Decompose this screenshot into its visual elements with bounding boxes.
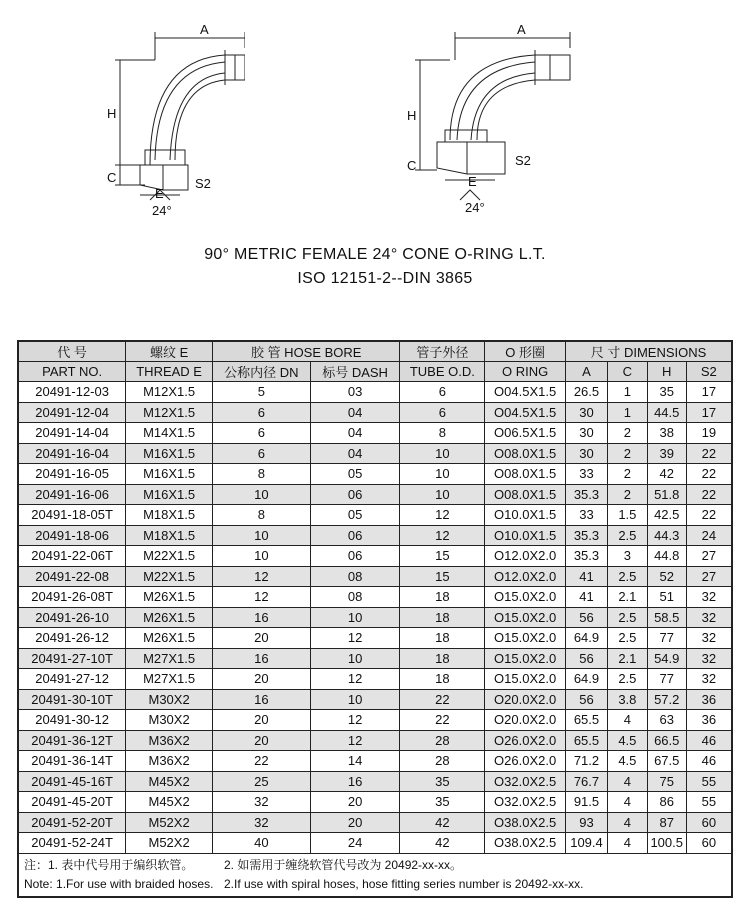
table-row: [18, 812, 732, 833]
table-cell: 20: [310, 812, 400, 833]
table-cell: 42: [400, 833, 485, 854]
table-cell: M26X1.5: [126, 587, 213, 608]
header-row-2: [18, 362, 732, 382]
table-row: [18, 566, 732, 587]
table-cell: M18X1.5: [126, 505, 213, 526]
table-cell: 30: [566, 443, 608, 464]
table-row: [18, 464, 732, 485]
table-cell: 35: [647, 382, 686, 403]
table-cell: 35: [400, 771, 485, 792]
svg-text:S2: S2: [515, 153, 531, 168]
table-cell: 64.9: [566, 628, 608, 649]
table-cell: 24: [310, 833, 400, 854]
svg-text:A: A: [200, 22, 209, 37]
svg-text:A: A: [517, 22, 526, 37]
header-cell: 胶 管 HOSE BORE: [212, 341, 399, 362]
table-cell: 19: [686, 423, 732, 444]
table-cell: 16: [310, 771, 400, 792]
table-cell: 2: [607, 464, 647, 485]
table-cell: 46: [686, 730, 732, 751]
table-cell: 22: [400, 710, 485, 731]
table-cell: 20491-27-10T: [18, 648, 126, 669]
table-cell: 93: [566, 812, 608, 833]
table-cell: O12.0X2.0: [485, 546, 566, 567]
table-cell: 17: [686, 382, 732, 403]
table-cell: 10: [310, 689, 400, 710]
table-cell: 2.1: [607, 587, 647, 608]
table-cell: 2: [607, 423, 647, 444]
table-cell: 20491-45-20T: [18, 792, 126, 813]
table-cell: 20491-22-06T: [18, 546, 126, 567]
table-cell: 18: [400, 587, 485, 608]
header-cell: H: [647, 362, 686, 382]
table-cell: 10: [212, 546, 310, 567]
table-cell: 3.8: [607, 689, 647, 710]
table-row: [18, 525, 732, 546]
svg-text:S2: S2: [195, 176, 211, 191]
table-cell: 51: [647, 587, 686, 608]
table-cell: 10: [212, 484, 310, 505]
table-cell: M16X1.5: [126, 443, 213, 464]
table-cell: M22X1.5: [126, 566, 213, 587]
table-cell: 36: [686, 689, 732, 710]
table-cell: 25: [212, 771, 310, 792]
table-row: [18, 730, 732, 751]
table-cell: O12.0X2.0: [485, 566, 566, 587]
table-row: [18, 546, 732, 567]
table-cell: 77: [647, 628, 686, 649]
table-cell: 56: [566, 648, 608, 669]
table-cell: 20491-30-12: [18, 710, 126, 731]
svg-text:24°: 24°: [152, 203, 172, 218]
table-cell: O04.5X1.5: [485, 402, 566, 423]
table-cell: 55: [686, 771, 732, 792]
table-cell: 6: [400, 382, 485, 403]
header-cell: 螺纹 E: [126, 341, 213, 362]
table-cell: O08.0X1.5: [485, 443, 566, 464]
table-cell: 2.5: [607, 566, 647, 587]
table-cell: 20491-52-20T: [18, 812, 126, 833]
header-cell: 管子外径: [400, 341, 485, 362]
table-cell: 64.9: [566, 669, 608, 690]
header-cell: THREAD E: [126, 362, 213, 382]
table-cell: 75: [647, 771, 686, 792]
table-cell: 04: [310, 402, 400, 423]
table-cell: 05: [310, 505, 400, 526]
table-cell: 56: [566, 607, 608, 628]
table-cell: 32: [686, 669, 732, 690]
table-row: [18, 382, 732, 403]
table-cell: 18: [400, 648, 485, 669]
table-cell: O06.5X1.5: [485, 423, 566, 444]
note-cn-1: 注：1. 表中代号用于编织软管。: [24, 857, 194, 872]
table-cell: O15.0X2.0: [485, 628, 566, 649]
table-cell: 65.5: [566, 730, 608, 751]
header-cell: C: [607, 362, 647, 382]
table-cell: 63: [647, 710, 686, 731]
table-cell: M45X2: [126, 771, 213, 792]
table-cell: M16X1.5: [126, 464, 213, 485]
table-row: [18, 751, 732, 772]
table-cell: 4: [607, 792, 647, 813]
table-cell: 4.5: [607, 730, 647, 751]
table-cell: 06: [310, 484, 400, 505]
table-cell: 20491-16-06: [18, 484, 126, 505]
table-cell: M36X2: [126, 751, 213, 772]
table-cell: 36: [686, 710, 732, 731]
svg-text:24°: 24°: [465, 200, 485, 215]
table-cell: 77: [647, 669, 686, 690]
note-cn-2: 2. 如需用于缠绕软管代号改为 20492-xx-xx。: [224, 857, 463, 872]
table-cell: O15.0X2.0: [485, 607, 566, 628]
table-cell: O38.0X2.5: [485, 833, 566, 854]
table-cell: 20: [212, 628, 310, 649]
table-cell: O04.5X1.5: [485, 382, 566, 403]
table-cell: 32: [686, 587, 732, 608]
table-cell: 67.5: [647, 751, 686, 772]
table-cell: O15.0X2.0: [485, 587, 566, 608]
table-row: [18, 710, 732, 731]
svg-text:C: C: [407, 158, 417, 173]
svg-text:H: H: [107, 106, 117, 121]
table-cell: 10: [400, 484, 485, 505]
table-cell: 12: [310, 628, 400, 649]
table-cell: 44.5: [647, 402, 686, 423]
table-cell: 10: [310, 607, 400, 628]
table-cell: 20491-45-16T: [18, 771, 126, 792]
table-cell: 44.3: [647, 525, 686, 546]
table-cell: 20: [212, 669, 310, 690]
table-cell: M27X1.5: [126, 648, 213, 669]
table-cell: M16X1.5: [126, 484, 213, 505]
table-cell: 28: [400, 730, 485, 751]
table-cell: 24: [686, 525, 732, 546]
table-cell: 12: [212, 587, 310, 608]
table-cell: O20.0X2.0: [485, 710, 566, 731]
table-cell: 22: [400, 689, 485, 710]
table-cell: 2.5: [607, 628, 647, 649]
table-cell: 10: [400, 464, 485, 485]
table-cell: 58.5: [647, 607, 686, 628]
note-en-1: Note: 1.For use with braided hoses.: [24, 876, 214, 891]
table-cell: 5: [212, 382, 310, 403]
header-cell: A: [566, 362, 608, 382]
table-cell: 20491-27-12: [18, 669, 126, 690]
table-cell: 12: [212, 566, 310, 587]
table-cell: 22: [686, 484, 732, 505]
table-cell: 39: [647, 443, 686, 464]
table-row: [18, 628, 732, 649]
table-cell: 15: [400, 566, 485, 587]
table-cell: 12: [400, 525, 485, 546]
table-cell: 2.5: [607, 525, 647, 546]
header-cell: S2: [686, 362, 732, 382]
table-cell: 46: [686, 751, 732, 772]
table-cell: 20491-18-06: [18, 525, 126, 546]
table-cell: 12: [310, 669, 400, 690]
title-line-2: ISO 12151-2--DIN 3865: [297, 270, 473, 287]
header-cell: O 形圈: [485, 341, 566, 362]
table-cell: 3: [607, 546, 647, 567]
table-cell: 08: [310, 566, 400, 587]
table-cell: 14: [310, 751, 400, 772]
table-cell: 2.5: [607, 607, 647, 628]
table-cell: 109.4: [566, 833, 608, 854]
table-cell: M26X1.5: [126, 628, 213, 649]
table-row: [18, 833, 732, 854]
table-cell: 35.3: [566, 525, 608, 546]
table-cell: 35.3: [566, 546, 608, 567]
table-cell: 35: [400, 792, 485, 813]
table-cell: M22X1.5: [126, 546, 213, 567]
table-cell: 2: [607, 484, 647, 505]
table-cell: 10: [310, 648, 400, 669]
fitting-drawing-right: [405, 0, 575, 225]
table-cell: 8: [400, 423, 485, 444]
table-cell: 60: [686, 833, 732, 854]
table-cell: 27: [686, 566, 732, 587]
table-cell: O32.0X2.5: [485, 771, 566, 792]
table-row: [18, 792, 732, 813]
table-cell: M52X2: [126, 833, 213, 854]
table-cell: 32: [212, 792, 310, 813]
header-cell: 标号 DASH: [310, 362, 400, 382]
table-cell: 20491-26-08T: [18, 587, 126, 608]
table-cell: 71.2: [566, 751, 608, 772]
table-cell: 4: [607, 710, 647, 731]
table-cell: O20.0X2.0: [485, 689, 566, 710]
table-cell: 20491-12-03: [18, 382, 126, 403]
table-cell: 6: [212, 443, 310, 464]
svg-text:E: E: [155, 186, 164, 201]
table-cell: 28: [400, 751, 485, 772]
table-cell: 32: [212, 812, 310, 833]
table-cell: 4: [607, 833, 647, 854]
table-cell: 20491-52-24T: [18, 833, 126, 854]
table-cell: 06: [310, 546, 400, 567]
table-cell: 1: [607, 402, 647, 423]
table-cell: 6: [400, 402, 485, 423]
table-cell: O10.0X1.5: [485, 525, 566, 546]
header-cell: O RING: [485, 362, 566, 382]
header-cell: PART NO.: [18, 362, 126, 382]
table-cell: 16: [212, 648, 310, 669]
table-cell: 15: [400, 546, 485, 567]
table-cell: 08: [310, 587, 400, 608]
table-cell: M30X2: [126, 689, 213, 710]
fitting-drawing-left: [95, 0, 245, 225]
table-cell: 03: [310, 382, 400, 403]
table-cell: 20491-22-08: [18, 566, 126, 587]
table-cell: M12X1.5: [126, 402, 213, 423]
table-cell: 41: [566, 566, 608, 587]
table-cell: 17: [686, 402, 732, 423]
table-cell: 10: [212, 525, 310, 546]
title-line-1: 90° METRIC FEMALE 24° CONE O-RING L.T.: [204, 246, 546, 263]
table-cell: 22: [686, 505, 732, 526]
table-cell: O08.0X1.5: [485, 484, 566, 505]
table-cell: 20491-16-04: [18, 443, 126, 464]
table-cell: 33: [566, 505, 608, 526]
table-cell: O10.0X1.5: [485, 505, 566, 526]
table-cell: M14X1.5: [126, 423, 213, 444]
table-cell: 2: [607, 443, 647, 464]
table-cell: 18: [400, 628, 485, 649]
table-cell: 76.7: [566, 771, 608, 792]
table-cell: 40: [212, 833, 310, 854]
table-row: [18, 669, 732, 690]
note-en-2: 2.If use with spiral hoses, hose fitting series number is 20492-xx-xx.: [224, 876, 584, 891]
table-cell: 04: [310, 423, 400, 444]
table-row: [18, 484, 732, 505]
table-cell: 35.3: [566, 484, 608, 505]
svg-text:H: H: [407, 108, 417, 123]
table-cell: 16: [212, 607, 310, 628]
table-cell: 18: [400, 607, 485, 628]
table-cell: 56: [566, 689, 608, 710]
table-cell: 04: [310, 443, 400, 464]
table-cell: 42: [400, 812, 485, 833]
table-cell: O38.0X2.5: [485, 812, 566, 833]
table-cell: 30: [566, 402, 608, 423]
table-cell: 05: [310, 464, 400, 485]
table-cell: O15.0X2.0: [485, 669, 566, 690]
table-row: [18, 443, 732, 464]
dimensions-table: [17, 340, 733, 898]
notes-row: [18, 853, 732, 897]
table-cell: 6: [212, 423, 310, 444]
table-cell: 22: [686, 443, 732, 464]
table-row: [18, 402, 732, 423]
table-cell: 86: [647, 792, 686, 813]
table-cell: 32: [686, 628, 732, 649]
table-cell: M27X1.5: [126, 669, 213, 690]
table-cell: M45X2: [126, 792, 213, 813]
header-cell: 尺 寸 DIMENSIONS: [566, 341, 732, 362]
notes: [18, 853, 732, 897]
table-cell: 44.8: [647, 546, 686, 567]
table-cell: 12: [400, 505, 485, 526]
table-cell: 41: [566, 587, 608, 608]
table-cell: 65.5: [566, 710, 608, 731]
table-cell: M12X1.5: [126, 382, 213, 403]
table-cell: 60: [686, 812, 732, 833]
table-cell: 10: [400, 443, 485, 464]
table-cell: 30: [566, 423, 608, 444]
table-cell: 20491-14-04: [18, 423, 126, 444]
table-cell: 20491-36-12T: [18, 730, 126, 751]
table-cell: 32: [686, 648, 732, 669]
table-row: [18, 423, 732, 444]
table-cell: 06: [310, 525, 400, 546]
header-cell: TUBE O.D.: [400, 362, 485, 382]
table-cell: 1: [607, 382, 647, 403]
table-cell: 18: [400, 669, 485, 690]
table-row: [18, 648, 732, 669]
table-cell: 20491-36-14T: [18, 751, 126, 772]
table-cell: 38: [647, 423, 686, 444]
svg-text:E: E: [468, 174, 477, 189]
table-cell: 32: [686, 607, 732, 628]
table-cell: 2.1: [607, 648, 647, 669]
table-cell: 22: [212, 751, 310, 772]
table-cell: 20491-26-12: [18, 628, 126, 649]
table-cell: 66.5: [647, 730, 686, 751]
table-cell: 87: [647, 812, 686, 833]
table-row: [18, 505, 732, 526]
table-cell: M18X1.5: [126, 525, 213, 546]
table-row: [18, 689, 732, 710]
table-cell: 20: [310, 792, 400, 813]
table-cell: 20: [212, 730, 310, 751]
table-cell: 6: [212, 402, 310, 423]
table-row: [18, 607, 732, 628]
table-cell: M52X2: [126, 812, 213, 833]
table-cell: 100.5: [647, 833, 686, 854]
header-cell: 代 号: [18, 341, 126, 362]
table-cell: 8: [212, 505, 310, 526]
table-cell: 52: [647, 566, 686, 587]
header-cell: 公称内径 DN: [212, 362, 310, 382]
table-cell: M26X1.5: [126, 607, 213, 628]
table-cell: O26.0X2.0: [485, 751, 566, 772]
table-cell: O32.0X2.5: [485, 792, 566, 813]
table-cell: 91.5: [566, 792, 608, 813]
table-cell: M36X2: [126, 730, 213, 751]
table-cell: 57.2: [647, 689, 686, 710]
table-cell: 4.5: [607, 751, 647, 772]
table-cell: 33: [566, 464, 608, 485]
table-cell: 27: [686, 546, 732, 567]
table-cell: O26.0X2.0: [485, 730, 566, 751]
table-cell: M30X2: [126, 710, 213, 731]
table-cell: 1.5: [607, 505, 647, 526]
table-cell: 55: [686, 792, 732, 813]
table-cell: 4: [607, 771, 647, 792]
table-cell: 51.8: [647, 484, 686, 505]
table-cell: 2.5: [607, 669, 647, 690]
table-cell: 20491-30-10T: [18, 689, 126, 710]
table-cell: 20: [212, 710, 310, 731]
svg-text:C: C: [107, 170, 117, 185]
table-cell: 22: [686, 464, 732, 485]
table-cell: 42.5: [647, 505, 686, 526]
table-row: [18, 587, 732, 608]
table-cell: 20491-18-05T: [18, 505, 126, 526]
table-cell: 54.9: [647, 648, 686, 669]
table-cell: O08.0X1.5: [485, 464, 566, 485]
table-cell: O15.0X2.0: [485, 648, 566, 669]
table-cell: 8: [212, 464, 310, 485]
table-cell: 20491-16-05: [18, 464, 126, 485]
table-cell: 16: [212, 689, 310, 710]
table-cell: 20491-12-04: [18, 402, 126, 423]
table-cell: 4: [607, 812, 647, 833]
table-cell: 20491-26-10: [18, 607, 126, 628]
table-cell: 12: [310, 710, 400, 731]
table-cell: 12: [310, 730, 400, 751]
table-row: [18, 771, 732, 792]
table-cell: 26.5: [566, 382, 608, 403]
header-row-1: [18, 341, 732, 362]
table-cell: 42: [647, 464, 686, 485]
